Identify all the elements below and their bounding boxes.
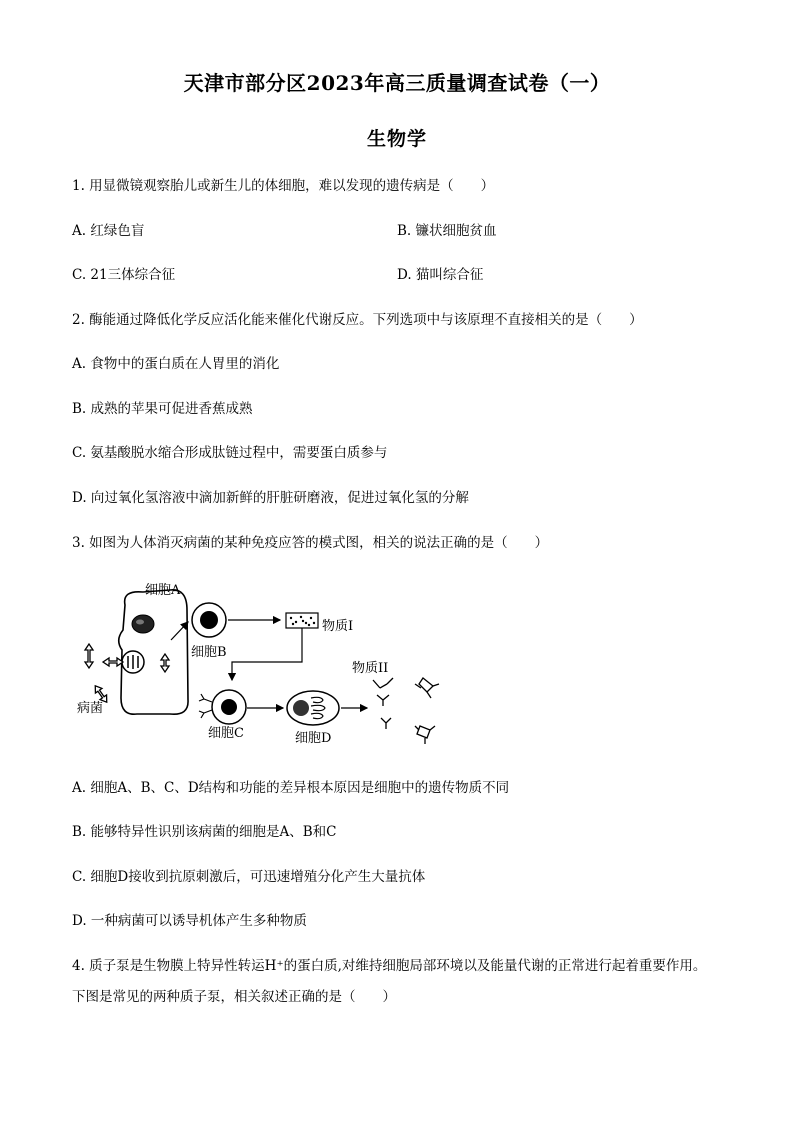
cell-b-label: 细胞B bbox=[191, 645, 227, 660]
pathogen-label: 病菌 bbox=[77, 701, 104, 716]
substance-2-label: 物质II bbox=[352, 661, 389, 676]
cell-b bbox=[192, 603, 226, 637]
immune-response-figure bbox=[75, 580, 455, 755]
page-subtitle: 生物学 bbox=[366, 128, 427, 150]
cell-d bbox=[287, 691, 339, 725]
q1-option-c: C. 21三体综合征 bbox=[72, 267, 176, 283]
q2-option-a: A. 食物中的蛋白质在人胃里的消化 bbox=[72, 356, 280, 372]
question-4-stem-line1: 4. 质子泵是生物膜上特异性转运H⁺的蛋白质,对维持细胞局部环境以及能量代谢的正常进行起着重要作用。 bbox=[72, 958, 707, 974]
substance-1-block bbox=[286, 613, 318, 628]
q1-option-b: B. 镰状细胞贫血 bbox=[397, 223, 497, 239]
cell-d-label: 细胞D bbox=[295, 731, 332, 746]
q3-option-a: A. 细胞A、B、C、D结构和功能的差异根本原因是细胞中的遗传物质不同 bbox=[72, 780, 510, 796]
substance-1-label: 物质I bbox=[322, 619, 354, 634]
page-title: 天津市部分区2023年高三质量调查试卷（一） bbox=[183, 71, 611, 95]
q3-option-c: C. 细胞D接收到抗原刺激后，可迅速增殖分化产生大量抗体 bbox=[72, 869, 426, 885]
question-4-stem-line2: 下图是常见的两种质子泵，相关叙述正确的是（ ） bbox=[72, 989, 396, 1005]
q2-option-d: D. 向过氧化氢溶液中滴加新鲜的肝脏研磨液，促进过氧化氢的分解 bbox=[72, 490, 469, 506]
q3-option-b: B. 能够特异性识别该病菌的细胞是A、B和C bbox=[72, 824, 337, 840]
q1-option-d: D. 猫叫综合征 bbox=[397, 267, 484, 283]
question-2-stem: 2. 酶能通过降低化学反应活化能来催化代谢反应。下列选项中与该原理不直接相关的是（ ） bbox=[72, 312, 643, 328]
question-1-stem: 1. 用显微镜观察胎儿或新生儿的体细胞，难以发现的遗传病是（ ） bbox=[72, 178, 495, 194]
q2-option-c: C. 氨基酸脱水缩合形成肽链过程中，需要蛋白质参与 bbox=[72, 445, 388, 461]
bound-pathogen-icon bbox=[415, 678, 439, 744]
q3-option-d: D. 一种病菌可以诱导机体产生多种物质 bbox=[72, 913, 307, 929]
q1-option-a: A. 红绿色盲 bbox=[72, 223, 145, 239]
question-3-stem: 3. 如图为人体消灭病菌的某种免疫应答的模式图，相关的说法正确的是（ ） bbox=[72, 535, 549, 551]
cell-a bbox=[119, 590, 188, 714]
cell-c-label: 细胞C bbox=[208, 726, 244, 741]
cell-c bbox=[199, 690, 246, 724]
antibody-icon bbox=[373, 678, 393, 729]
cell-a-label: 细胞A bbox=[145, 583, 181, 598]
q2-option-b: B. 成熟的苹果可促进香蕉成熟 bbox=[72, 401, 253, 417]
